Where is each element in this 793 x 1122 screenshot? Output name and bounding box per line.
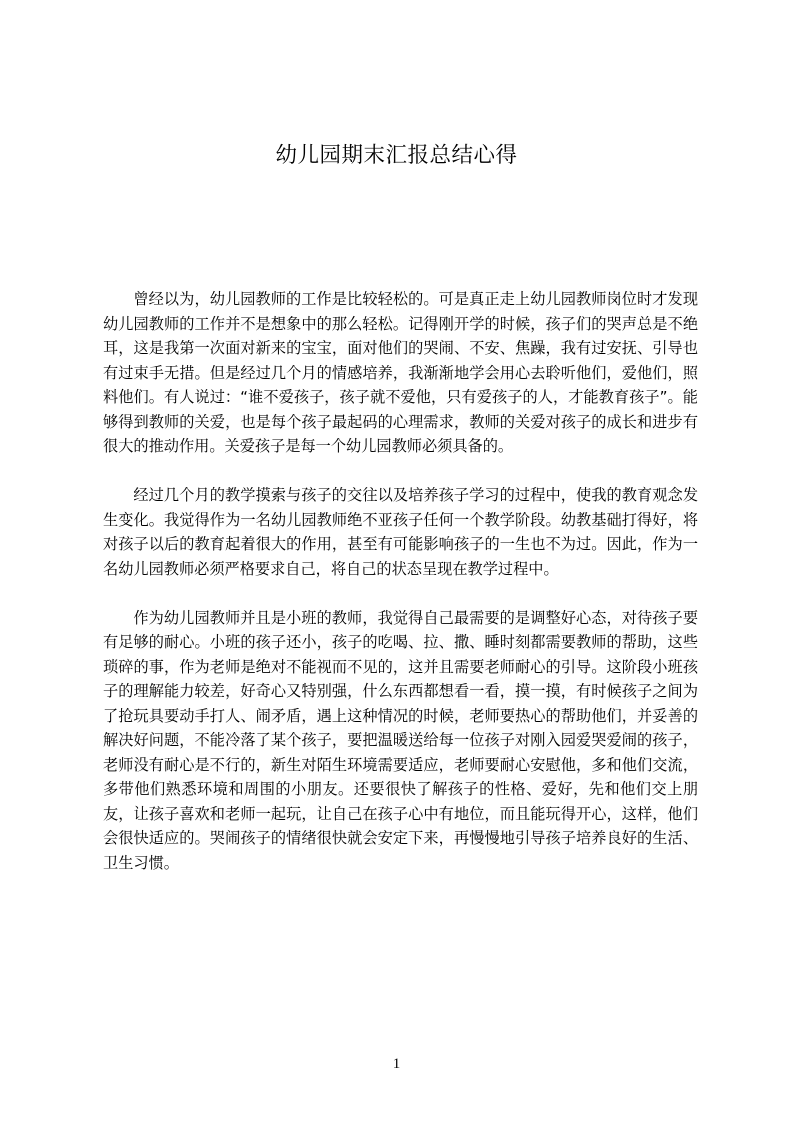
document-title: 幼儿园期末汇报总结心得 [275, 143, 518, 168]
page-number: 1 [392, 1056, 401, 1072]
paragraph-1: 曾经以为，幼儿园教师的工作是比较轻松的。可是真正走上幼儿园教师岗位时才发现幼儿园教师的工作并不是想象中的那么轻松。记得刚开学的时候，孩子们的哭声总是不绝耳，这是我第一次面对新来的宝宝，面对他们的哭闹、不安、焦躁，我有过安抚、引导也有过束手无措。但是经过几个月的情感培养，我渐渐地学会用心去聆听他们，爱他们，照料他们。有人说过：“谁不爱孩子，孩子就不爱他，只有爱孩子的人，才能教育孩子”。能够得到教师的关爱，也是每个孩子最起码的心理需求，教师的关爱对孩子的成长和进步有很大的推动作用。关爱孩子是每一个幼儿园教师必须具备的。 [103, 290, 698, 455]
paragraph-2: 经过几个月的教学摸索与孩子的交往以及培养孩子学习的过程中，使我的教育观念发生变化。我觉得作为一名幼儿园教师绝不亚孩子任何一个教学阶段。幼教基础打得好，将对孩子以后的教育起着很大的作用，甚至有可能影响孩子的一生也不为过。因此，作为一名幼儿园教师必须严格要求自己，将自己的状态呈现在教学过程中。 [103, 486, 698, 578]
document-body [103, 287, 698, 900]
paragraph-3: 作为幼儿园教师并且是小班的教师，我觉得自己最需要的是调整好心态，对待孩子要有足够的耐心。小班的孩子还小，孩子的吃喝、拉、撒、睡时刻都需要教师的帮助，这些琐碎的事，作为老师是绝对不能视而不见的，这并且需要老师耐心的引导。这阶段小班孩子的理解能力较差，好奇心又特别强，什么东西都想看一看，摸一摸，有时候孩子之间为了抢玩具要动手打人、闹矛盾，遇上这种情况的时候，老师要热心的帮助他们，并妥善的解决好问题，不能冷落了某个孩子，要把温暖送给每一位孩子对刚入园爱哭爱闹的孩子，老师没有耐心是不行的，新生对陌生环境需要适应，老师要耐心安慰他，多和他们交流，多带他们熟悉环境和周围的小朋友。还要很快了解孩子的性格、爱好，先和他们交上朋友，让孩子喜欢和老师一起玩，让自己在孩子心中有地位，而且能玩得开心，这样，他们会很快适应的。哭闹孩子的情绪很快就会安定下来，再慢慢地引导孩子培养良好的生活、卫生习惯。 [103, 608, 698, 872]
